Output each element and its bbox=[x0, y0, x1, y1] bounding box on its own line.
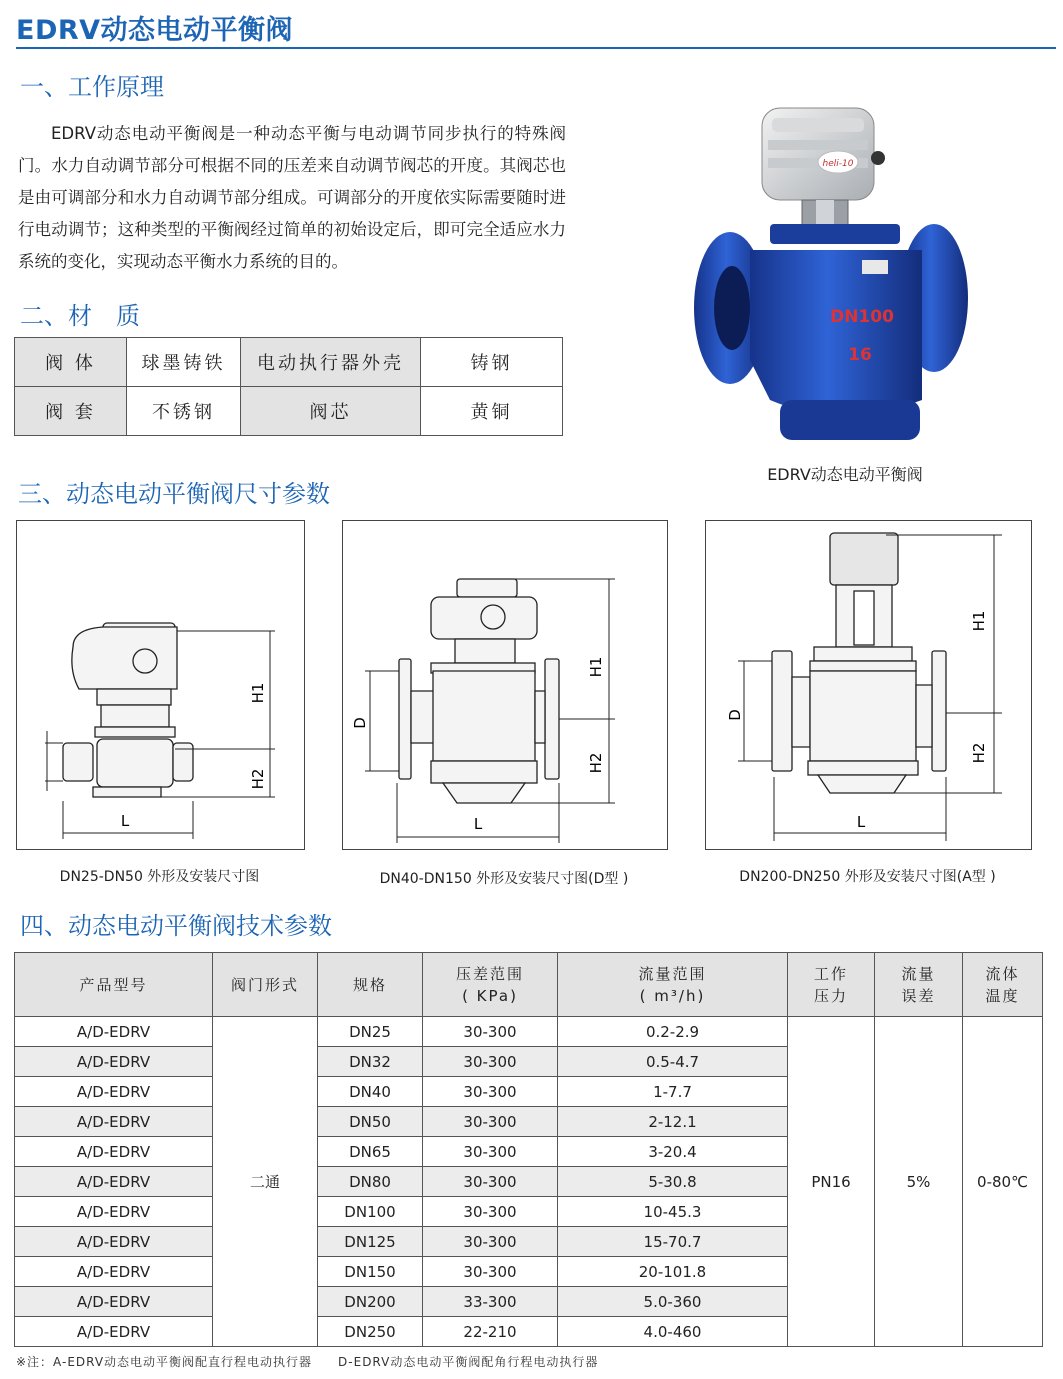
dim-d: D bbox=[351, 717, 369, 729]
spec-cell: DN125 bbox=[318, 1227, 423, 1257]
dim-l: L bbox=[856, 813, 866, 831]
spec-cell: DN32 bbox=[318, 1047, 423, 1077]
material-cell: 黄铜 bbox=[421, 387, 563, 436]
spec-cell: 0-80℃ bbox=[963, 1017, 1043, 1347]
spec-cell: DN200 bbox=[318, 1287, 423, 1317]
spec-cell: A/D-EDRV bbox=[15, 1197, 213, 1227]
drawing-caption: DN25-DN50 外形及安装尺寸图 bbox=[59, 869, 260, 885]
actuator-logo-text: heli-10 bbox=[822, 159, 854, 169]
material-cell: 球墨铸铁 bbox=[127, 338, 241, 387]
dim-h2: H2 bbox=[587, 752, 605, 774]
spec-cell: DN150 bbox=[318, 1257, 423, 1287]
spec-cell: DN65 bbox=[318, 1137, 423, 1167]
drawing-dn40-dn150 bbox=[342, 520, 668, 850]
valve-marking-pn: 16 bbox=[848, 345, 872, 365]
section-heading-material: 二、材 质 bbox=[20, 302, 140, 330]
drawing-3-svg bbox=[706, 521, 1031, 849]
spec-cell: A/D-EDRV bbox=[15, 1257, 213, 1287]
page-title: EDRV动态电动平衡阀 bbox=[16, 15, 294, 46]
section-heading-principle: 一、工作原理 bbox=[20, 73, 164, 101]
spec-cell: 1-7.7 bbox=[558, 1077, 788, 1107]
spec-cell: 0.2-2.9 bbox=[558, 1017, 788, 1047]
spec-cell: DN80 bbox=[318, 1167, 423, 1197]
drawing-dn25-dn50 bbox=[16, 520, 305, 850]
material-cell: 阀 体 bbox=[15, 338, 127, 387]
spec-cell: 30-300 bbox=[423, 1167, 558, 1197]
spec-header-cell: 流体 温度 bbox=[963, 953, 1043, 1017]
materials-table bbox=[14, 337, 563, 436]
spec-header-cell: 工作 压力 bbox=[788, 953, 875, 1017]
spec-header-cell: 压差范围 ( KPa) bbox=[423, 953, 558, 1017]
spec-cell: 30-300 bbox=[423, 1107, 558, 1137]
spec-cell: DN40 bbox=[318, 1077, 423, 1107]
spec-cell: DN25 bbox=[318, 1017, 423, 1047]
drawing-caption: DN200-DN250 外形及安装尺寸图(A型 ) bbox=[739, 869, 996, 885]
drawing-caption: DN40-DN150 外形及安装尺寸图(D型 ) bbox=[379, 871, 629, 887]
dim-h2: H2 bbox=[970, 742, 988, 764]
spec-cell: 15-70.7 bbox=[558, 1227, 788, 1257]
spec-cell: A/D-EDRV bbox=[15, 1317, 213, 1347]
materials-row bbox=[15, 387, 563, 436]
spec-cell: 33-300 bbox=[423, 1287, 558, 1317]
spec-cell: 5% bbox=[875, 1017, 963, 1347]
spec-cell: A/D-EDRV bbox=[15, 1227, 213, 1257]
spec-cell: 4.0-460 bbox=[558, 1317, 788, 1347]
dim-h2: H2 bbox=[249, 768, 267, 790]
spec-cell: A/D-EDRV bbox=[15, 1017, 213, 1047]
material-cell: 阀 套 bbox=[15, 387, 127, 436]
spec-cell: 30-300 bbox=[423, 1257, 558, 1287]
dim-h1: H1 bbox=[249, 682, 267, 704]
spec-header-cell: 流量范围 ( m³/h) bbox=[558, 953, 788, 1017]
material-cell: 铸钢 bbox=[421, 338, 563, 387]
spec-header-cell: 规格 bbox=[318, 953, 423, 1017]
footnote: ※注：A-EDRV动态电动平衡阀配直行程电动执行器 D-EDRV动态电动平衡阀配角行程电动执行器 bbox=[16, 1355, 599, 1369]
material-cell: 电动执行器外壳 bbox=[241, 338, 421, 387]
spec-cell: A/D-EDRV bbox=[15, 1167, 213, 1197]
spec-cell: 5.0-360 bbox=[558, 1287, 788, 1317]
spec-cell: 30-300 bbox=[423, 1137, 558, 1167]
spec-cell: 3-20.4 bbox=[558, 1137, 788, 1167]
spec-cell: 2-12.1 bbox=[558, 1107, 788, 1137]
spec-cell: 30-300 bbox=[423, 1077, 558, 1107]
spec-cell: DN250 bbox=[318, 1317, 423, 1347]
drawing-dn200-dn250 bbox=[705, 520, 1032, 850]
section-heading-dimensions: 三、动态电动平衡阀尺寸参数 bbox=[18, 480, 330, 508]
spec-cell: 0.5-4.7 bbox=[558, 1047, 788, 1077]
spec-cell: A/D-EDRV bbox=[15, 1137, 213, 1167]
section-heading-specs: 四、动态电动平衡阀技术参数 bbox=[20, 912, 332, 940]
valve-marking-dn: DN100 bbox=[830, 307, 894, 327]
spec-body bbox=[15, 1017, 1043, 1347]
spec-cell: 30-300 bbox=[423, 1227, 558, 1257]
spec-table bbox=[14, 952, 1043, 1347]
valve-photo bbox=[690, 100, 980, 450]
spec-row bbox=[15, 1017, 1043, 1047]
spec-header-cell: 流量 误差 bbox=[875, 953, 963, 1017]
title-divider bbox=[16, 47, 1056, 49]
spec-header-cell: 产品型号 bbox=[15, 953, 213, 1017]
drawing-1-svg bbox=[17, 521, 304, 849]
material-cell: 阀芯 bbox=[241, 387, 421, 436]
spec-cell: 10-45.3 bbox=[558, 1197, 788, 1227]
spec-cell: DN50 bbox=[318, 1107, 423, 1137]
spec-header-row bbox=[15, 953, 1043, 1017]
spec-cell: 30-300 bbox=[423, 1197, 558, 1227]
principle-paragraph: EDRV动态电动平衡阀是一种动态平衡与电动调节同步执行的特殊阀门。水力自动调节部分可根据不同的压差来自动调节阀芯的开度。其阀芯也是由可调部分和水力自动调节部分组成。可调部分的开度依实际需要随时进行电动调节；这种类型的平衡阀经过简单的初始设定后，即可完全适应水力系统的变化，实现动态平衡水力系统的目的。 bbox=[18, 124, 566, 271]
spec-cell: 30-300 bbox=[423, 1047, 558, 1077]
spec-cell: 20-101.8 bbox=[558, 1257, 788, 1287]
spec-cell: A/D-EDRV bbox=[15, 1077, 213, 1107]
spec-cell: A/D-EDRV bbox=[15, 1047, 213, 1077]
dim-l: L bbox=[473, 815, 483, 833]
dim-h1: H1 bbox=[587, 656, 605, 678]
spec-cell: 30-300 bbox=[423, 1017, 558, 1047]
spec-cell: A/D-EDRV bbox=[15, 1287, 213, 1317]
dim-d: D bbox=[726, 709, 744, 721]
spec-cell: DN100 bbox=[318, 1197, 423, 1227]
material-cell: 不锈钢 bbox=[127, 387, 241, 436]
spec-cell: 22-210 bbox=[423, 1317, 558, 1347]
spec-cell: 二通 bbox=[213, 1017, 318, 1347]
spec-header-cell: 阀门形式 bbox=[213, 953, 318, 1017]
photo-caption: EDRV动态电动平衡阀 bbox=[767, 465, 923, 484]
dim-h1: H1 bbox=[970, 610, 988, 632]
spec-cell: A/D-EDRV bbox=[15, 1107, 213, 1137]
materials-row bbox=[15, 338, 563, 387]
drawing-2-svg bbox=[343, 521, 667, 849]
dim-l: L bbox=[120, 812, 130, 830]
spec-cell: PN16 bbox=[788, 1017, 875, 1347]
spec-cell: 5-30.8 bbox=[558, 1167, 788, 1197]
